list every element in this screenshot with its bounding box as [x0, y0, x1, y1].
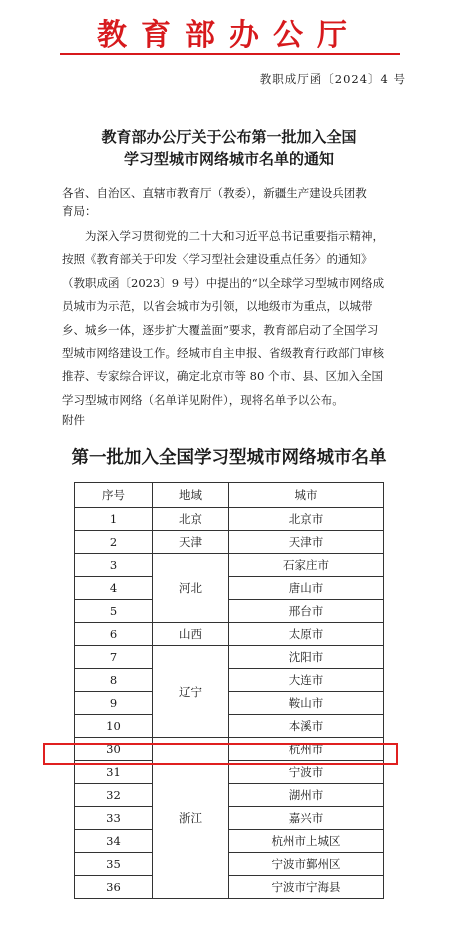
attachment-label: 附件: [62, 413, 85, 427]
table-row: [75, 715, 384, 738]
table-row: [75, 853, 384, 876]
table-row: [75, 692, 384, 715]
row-number: 35: [75, 853, 153, 876]
row-city: 天津市: [229, 531, 384, 554]
masthead: 教育部办公厅: [97, 18, 361, 53]
row-city: 宁波市宁海县: [229, 876, 384, 899]
table-row: [75, 600, 384, 623]
column-header-city: 城市: [229, 483, 384, 508]
body-line: 为深入学习贯彻党的二十大和习近平总书记重要指示精神，: [62, 229, 384, 243]
row-number: 8: [75, 669, 153, 692]
row-number: 5: [75, 600, 153, 623]
column-header-region: 地域: [153, 483, 229, 508]
highlight-box: [43, 743, 398, 765]
table-header-row: [75, 483, 384, 508]
row-number: 31: [75, 761, 153, 784]
row-city: 宁波市: [229, 761, 384, 784]
list-title: 第一批加入全国学习型城市网络城市名单: [71, 448, 387, 468]
row-number: 32: [75, 784, 153, 807]
body-line: 型城市网络建设工作。经城市自主申报、省级教育行政部门审核: [62, 346, 384, 361]
row-city: 北京市: [229, 508, 384, 531]
red-divider: [60, 53, 400, 55]
row-region: 天津: [153, 531, 229, 554]
row-region: 浙江: [153, 738, 229, 899]
row-number: 33: [75, 807, 153, 830]
row-number: 36: [75, 876, 153, 899]
row-number: 30: [75, 738, 153, 761]
table-row: [75, 531, 384, 554]
city-list-table: [74, 482, 384, 899]
addressee-line-2: 育局：: [62, 204, 97, 218]
row-region: 山西: [153, 623, 229, 646]
table-row: [75, 623, 384, 646]
row-number: 6: [75, 623, 153, 646]
notice-body: [62, 225, 402, 412]
row-number: 1: [75, 508, 153, 531]
table-row: [75, 784, 384, 807]
body-line: 按照《教育部关于印发〈学习型社会建设重点任务〉的通知》: [62, 252, 373, 267]
notice-title-line-1: 教育部办公厅关于公布第一批加入全国: [101, 128, 357, 146]
body-line: 乡、城乡一体，逐步扩大覆盖面”要求，教育部启动了全国学习: [62, 322, 379, 337]
row-city: 石家庄市: [229, 554, 384, 577]
row-city: 鞍山市: [229, 692, 384, 715]
row-city: 宁波市鄞州区: [229, 853, 384, 876]
row-number: 4: [75, 577, 153, 600]
row-city: 湖州市: [229, 784, 384, 807]
table-row: [75, 807, 384, 830]
row-number: 10: [75, 715, 153, 738]
body-line: 学习型城市网络（名单详见附件），现将名单予以公布。: [62, 392, 344, 407]
row-number: 3: [75, 554, 153, 577]
table-row: [75, 646, 384, 669]
row-city: 本溪市: [229, 715, 384, 738]
row-city: 沈阳市: [229, 646, 384, 669]
row-number: 7: [75, 646, 153, 669]
row-city: 太原市: [229, 623, 384, 646]
row-number: 34: [75, 830, 153, 853]
table-row: [75, 577, 384, 600]
row-city: 唐山市: [229, 577, 384, 600]
table-row: [75, 830, 384, 853]
row-city: 杭州市上城区: [229, 830, 384, 853]
body-line: （教职成函〔2023〕9 号）中提出的“以全球学习型城市网络成: [62, 275, 385, 290]
notice-title-line-2: 学习型城市网络城市名单的通知: [123, 150, 334, 168]
row-number: 9: [75, 692, 153, 715]
document-number: 教职成厅函〔2024〕4 号: [259, 72, 406, 86]
body-line: 员城市为示范，以省会城市为引领，以地级市为重点，以城带: [62, 299, 373, 314]
table-row: [75, 554, 384, 577]
addressee-line-1: 各省、自治区、直辖市教育厅（教委），新疆生产建设兵团教: [62, 186, 367, 200]
row-region: 北京: [153, 508, 229, 531]
table-row: [75, 669, 384, 692]
row-number: 2: [75, 531, 153, 554]
row-region: 辽宁: [153, 646, 229, 738]
row-region: 河北: [153, 554, 229, 623]
addressee: [62, 184, 402, 220]
table-row: [75, 508, 384, 531]
row-city: 大连市: [229, 669, 384, 692]
table-row: [75, 876, 384, 899]
body-line: 推荐、专家综合评议，确定北京市等 80 个市、县、区加入全国: [62, 369, 383, 384]
row-city: 杭州市: [229, 738, 384, 761]
row-city: 嘉兴市: [229, 807, 384, 830]
column-header-no: 序号: [75, 483, 153, 508]
row-city: 邢台市: [229, 600, 384, 623]
